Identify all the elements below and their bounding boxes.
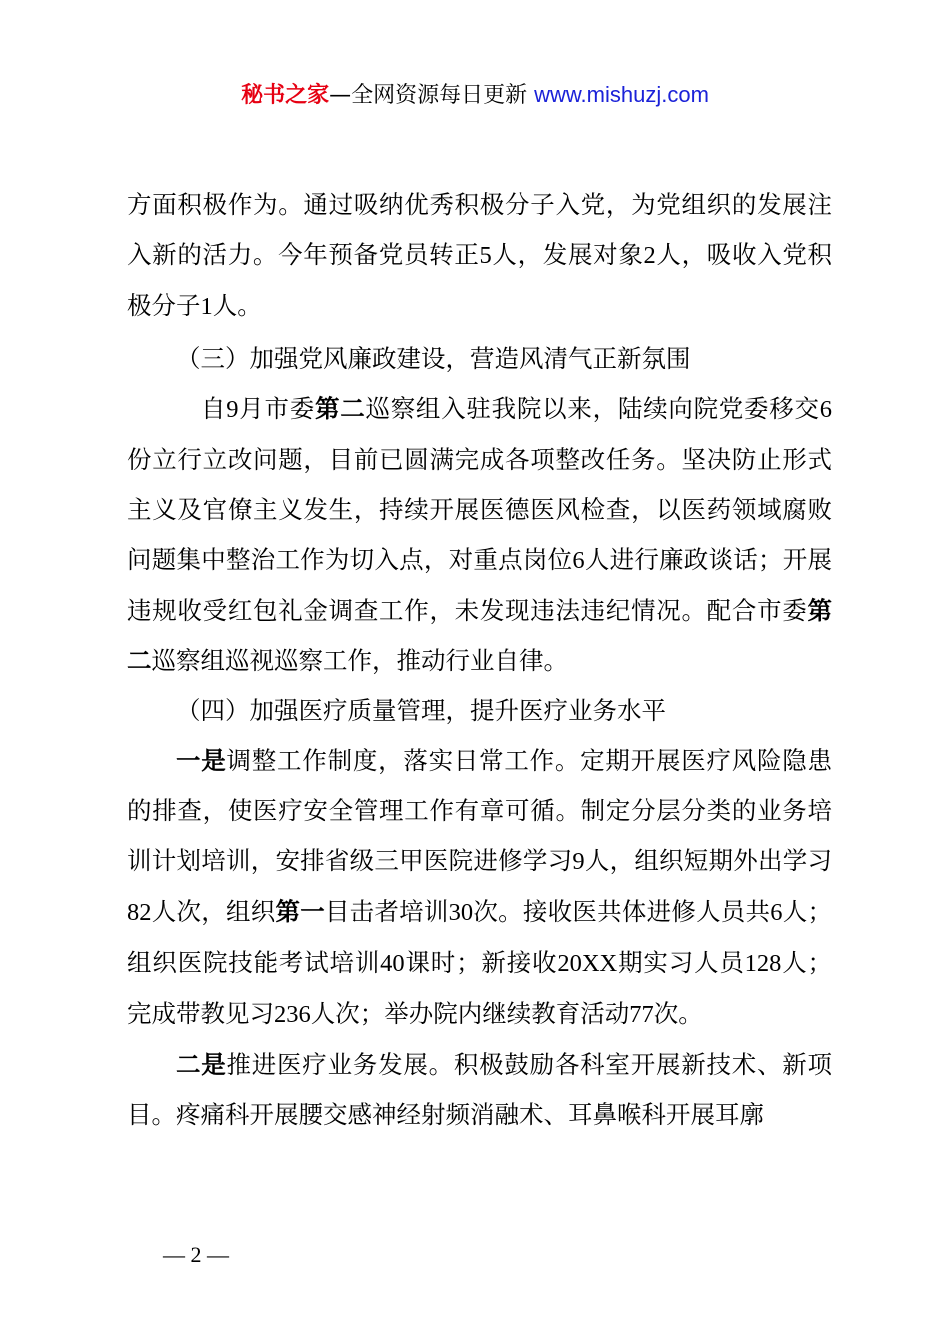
section-heading-4: （四）加强医疗质量管理，提升医疗业务水平 [176, 696, 666, 725]
section-heading-3: （三）加强党风廉政建设，营造风清气正新氛围 [176, 344, 691, 373]
paragraph-party-development: 方面积极作为。通过吸纳优秀积极分子入党，为党组织的发展注入新的活力。今年预备党员转正5人，发展对象2人，吸收入党积极分子1人。 [127, 190, 832, 320]
header-slogan: —全网资源每日更新 [329, 83, 535, 108]
document-body [127, 180, 832, 1140]
header-brand: 秘书之家 [241, 83, 330, 108]
paragraph-new-techniques: 二是推进医疗业务发展。积极鼓励各科室开展新技术、新项目。疼痛科开展腰交感神经射频消融术、耳鼻喉科开展耳廓 [127, 1050, 833, 1129]
paragraph-integrity: 自9月市委第二巡察组入驻我院以来，陆续向院党委移交6份立行立改问题，目前已圆满完成各项整改任务。坚决防止形式主义及官僚主义发生，持续开展医德医风检查，以医药领域腐败问题集中整治工作为切入点，对重点岗位6人进行廉政谈话；开展违规收受红包礼金调查工作，未发现违法违纪情况。配合市委第二巡察组巡视巡察工作，推动行业自律。 [127, 394, 833, 675]
paragraph-training: 一是调整工作制度，落实日常工作。定期开展医疗风险隐患的排查，使医疗安全管理工作有章可循。制定分层分类的业务培训计划培训，安排省级三甲医院进修学习9人，组织短期外出学习82人次，组织第一目击者培训30次。接收医共体进修人员共6人；组织医院技能考试培训40课时；新接收20XX期实习人员128人；完成带教见习236人次；举办院内继续教育活动77次。 [127, 746, 833, 1028]
header-url-link[interactable]: www.mishuzj.com [534, 82, 709, 107]
page-header [0, 78, 950, 113]
page-number: — 2 — [163, 1242, 229, 1267]
